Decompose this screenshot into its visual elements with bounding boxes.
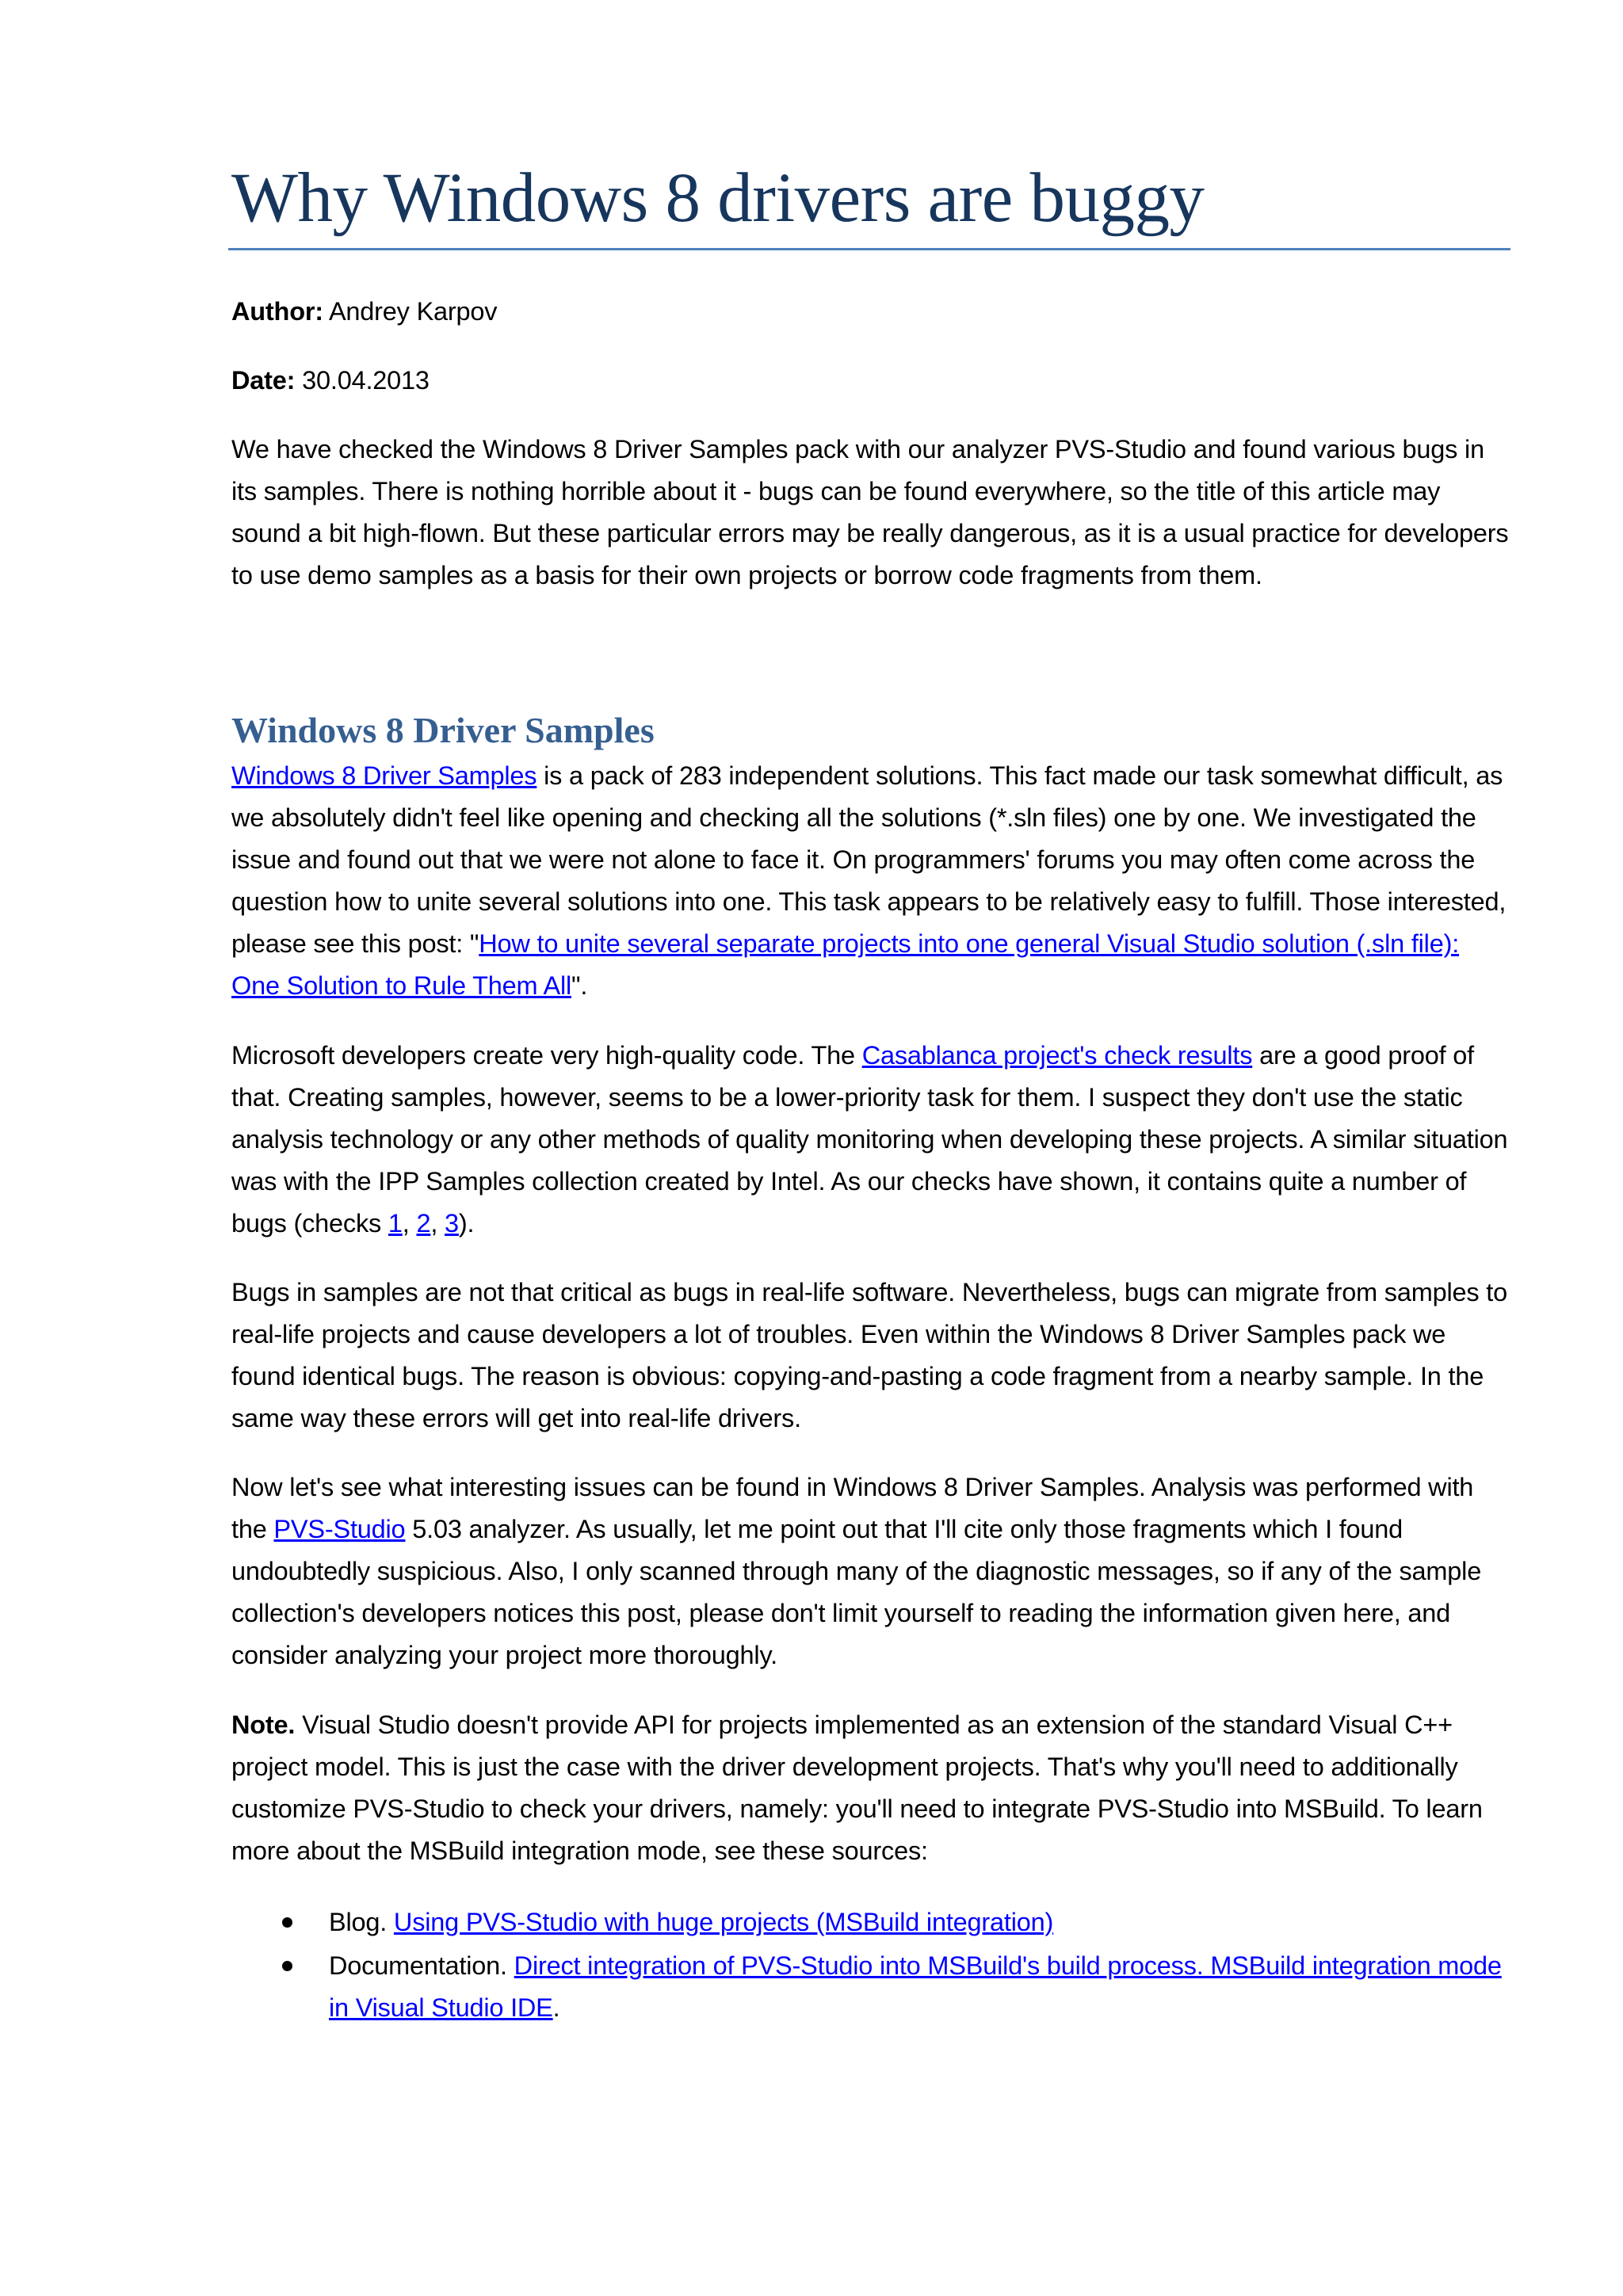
paragraph-solutions-text: is a pack of 283 independent solutions. This fact made our task somewhat difficult, as we absolutely didn't feel like opening and checking all the solutions (*.sln files) one by one. We investigated the issue and found out that we were not alone to face it. On programmers' forums you may often come across the question how to unite several solutions into one. This task appears to be relatively easy to fulfill. Those interested, please see this post: " xyxy=(231,761,1507,958)
paragraph-analysis-text-2: 5.03 analyzer. As usually, let me point out that I'll cite only those fragments which I found undoubtedly suspicious. Also, I only scanned through many of the diagnostic messages, so if any of the sample collection's developers notices this post, please don't limit yourself to reading the information given here, and consider analyzing your project more thoroughly. xyxy=(231,1515,1482,1669)
blog-msbuild-link[interactable]: Using PVS-Studio with huge projects (MSBuild integration) xyxy=(393,1908,1054,1936)
list-item xyxy=(231,1901,1509,1943)
separator: , xyxy=(402,1209,417,1238)
note-paragraph xyxy=(231,1704,1509,1872)
author-label: Author: xyxy=(231,297,323,326)
page-title: Why Windows 8 drivers are buggy xyxy=(231,159,1205,237)
paragraph-analysis-text-1: Now let's see what interesting issues can be found in Windows 8 Driver Samples. Analysis was performed with the xyxy=(231,1473,1474,1543)
casablanca-link[interactable]: Casablanca project's check results xyxy=(861,1041,1253,1070)
sources-list xyxy=(231,1901,1509,2031)
bullet-icon xyxy=(282,1961,292,1971)
paragraph-microsoft xyxy=(231,1035,1509,1245)
unite-projects-link[interactable]: How to unite several separate projects into one general Visual Studio solution (.sln file): One Solution to Rule Them All xyxy=(231,929,1460,1000)
paragraph-solutions xyxy=(231,755,1509,1007)
section-heading: Windows 8 Driver Samples xyxy=(231,710,655,750)
bullet-icon xyxy=(282,1917,292,1928)
list-item-suffix: . xyxy=(552,1993,560,2022)
check-link-1[interactable]: 1 xyxy=(388,1209,403,1238)
paragraph-solutions-end: ". xyxy=(571,971,588,1000)
check-link-2[interactable]: 2 xyxy=(416,1209,431,1238)
intro-paragraph: We have checked the Windows 8 Driver Samples pack with our analyzer PVS-Studio and found various bugs in its samples. There is nothing horrible about it - bugs can be found everywhere, so the title of this article may sound a bit high-flown. But these particular errors may be really dangerous, as it is a usual practice for developers to use demo samples as a basis for their own projects or borrow code fragments from them. xyxy=(231,435,1509,589)
paragraph-microsoft-text-2: are a good proof of that. Creating samples, however, seems to be a lower-priority task for them. I suspect they don't use the static analysis technology or any other methods of quality monitoring when developing these projects. A similar situation was with the IPP Samples collection created by Intel. As our checks have shown, it contains quite a number of bugs (checks xyxy=(231,1041,1508,1238)
author-line xyxy=(231,291,1509,333)
paragraph-microsoft-text-1: Microsoft developers create very high-quality code. The xyxy=(231,1041,862,1070)
documentation-msbuild-link[interactable]: Direct integration of PVS-Studio into MSBuild's build process. MSBuild integration mode in Visual Studio IDE xyxy=(329,1951,1502,2022)
author-value: Andrey Karpov xyxy=(323,297,498,326)
date-label: Date: xyxy=(231,366,296,395)
check-link-3[interactable]: 3 xyxy=(445,1209,459,1238)
paragraph-microsoft-end: ). xyxy=(458,1209,475,1238)
date-line xyxy=(231,360,1509,402)
driver-samples-link[interactable]: Windows 8 Driver Samples xyxy=(231,761,537,790)
list-item-prefix: Documentation. xyxy=(329,1951,514,1980)
list-item xyxy=(231,1945,1509,2029)
title-underline xyxy=(228,248,1510,250)
paragraph-analysis xyxy=(231,1466,1509,1676)
list-item-prefix: Blog. xyxy=(329,1908,394,1936)
pvs-studio-link[interactable]: PVS-Studio xyxy=(273,1515,406,1543)
separator: , xyxy=(430,1209,445,1238)
note-text: Visual Studio doesn't provide API for projects implemented as an extension of the standard Visual C++ project model. This is just the case with the driver development projects. That's why you'll need to additionally customize PVS-Studio to check your drivers, namely: you'll need to integrate PVS-Studio into MSBuild. To learn more about the MSBuild integration mode, see these sources: xyxy=(231,1711,1483,1865)
note-label: Note. xyxy=(231,1711,296,1739)
date-value: 30.04.2013 xyxy=(295,366,430,395)
paragraph-bugs: Bugs in samples are not that critical as bugs in real-life software. Nevertheless, bugs can migrate from samples to real-life projects and cause developers a lot of troubles. Even within the Windows 8 Driver Samples pack we found identical bugs. The reason is obvious: copying-and-pasting a code fragment from a nearby sample. In the same way these errors will get into real-life drivers. xyxy=(231,1278,1507,1432)
